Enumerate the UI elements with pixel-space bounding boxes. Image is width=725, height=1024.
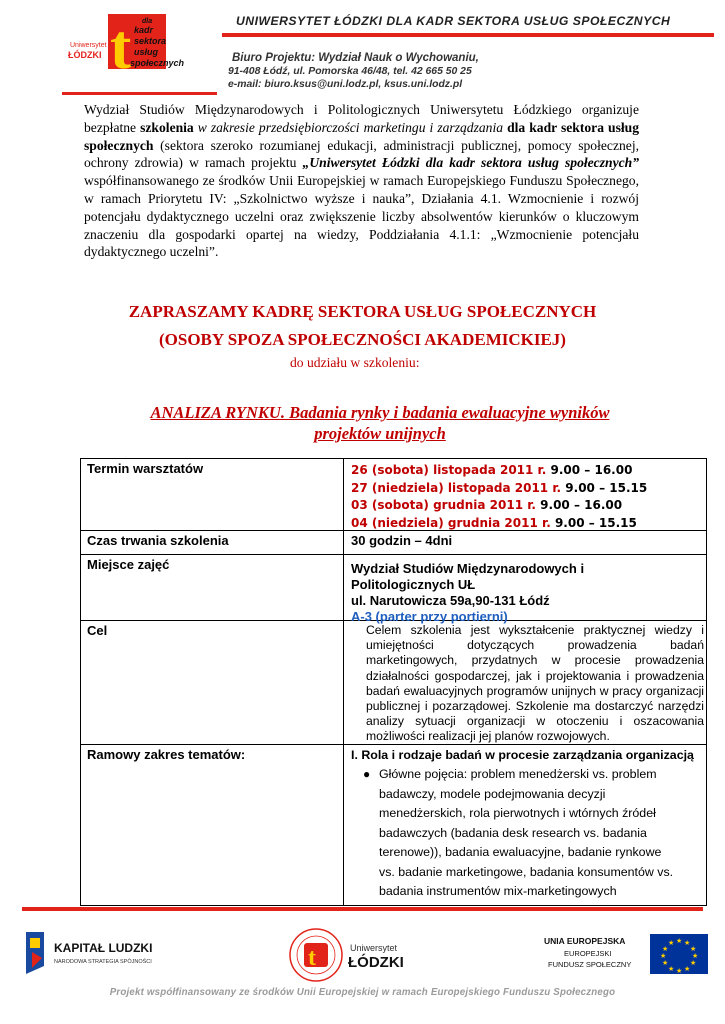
term-label: Termin warsztatów (81, 459, 344, 530)
project-email[interactable]: e-mail: biuro.ksus@uni.lodz.pl, ksus.uni.lodz.pl (228, 79, 463, 90)
term-date: 26 (sobota) listopada 2011 r. 9.00 – 16.00 (351, 463, 633, 477)
goal-label: Cel (81, 621, 344, 744)
logo-line-1: dla (142, 18, 153, 25)
table-row (81, 459, 706, 531)
eu-line-3: FUNDUSZ SPOŁECZNY (548, 960, 632, 969)
intro-italic: w zakresie przedsiębiorczości marketingu i zarządzania (193, 119, 504, 135)
intro-bold: szkolenia (140, 119, 194, 135)
project-address: 91-408 Łódź, ul. Pomorska 46/48, tel. 42 665 50 25 (228, 66, 472, 77)
svg-text:★: ★ (676, 967, 683, 975)
logo-line-4: usług (134, 47, 158, 57)
table-row (81, 531, 706, 555)
place-label: Miejsce zajęć (81, 555, 344, 620)
bullet-icon: ● (363, 767, 371, 781)
project-name: „Uniwersytet Łódzki dla kadr sektora usług społecznych” (302, 155, 639, 171)
course-title: ANALIZA RYNKU. Badania rynky i badania ewaluacyjne wyników projektów unijnych (150, 403, 610, 443)
header-title: UNIWERSYTET ŁÓDZKI DLA KADR SEKTORA USŁUG SPOŁECZNYCH (236, 14, 671, 28)
topics-value (344, 745, 706, 905)
svg-text:★: ★ (692, 952, 699, 960)
place-value (344, 555, 706, 624)
term-date: 27 (niedziela) listopada 2011 r. 9.00 – 15.15 (351, 480, 648, 495)
svg-text:★: ★ (676, 937, 683, 945)
table-row (81, 555, 706, 624)
invitation-heading: ZAPRASZAMY KADRĘ SEKTORA USŁUG SPOŁECZNYCH (128, 302, 597, 321)
svg-text:★: ★ (690, 959, 697, 967)
eu-logo (540, 932, 710, 978)
svg-text:t: t (110, 14, 132, 70)
footer-text: Projekt współfinansowany ze środków Unii Europejskiej w ramach Europejskiego Funduszu Społecznego (109, 987, 616, 998)
intro-text: (sektora szeroko rozumianej edukacji, administracji publicznej, pomocy społecznej, ochrony zdrowia) w ramach projektu (84, 137, 639, 171)
term-date: 03 (sobota) grudnia 2011 r. 9.00 – 16.00 (351, 498, 623, 513)
place-line: Wydział Studiów Międzynarodowych i (351, 561, 585, 576)
svg-text:★: ★ (668, 965, 675, 973)
duration-value: 30 godzin – 4dni (351, 533, 453, 548)
place-line: Politologicznych UŁ (351, 577, 476, 592)
training-details-table (80, 458, 707, 906)
svg-text:t: t (308, 945, 316, 971)
svg-text:★: ★ (684, 965, 691, 973)
invitation-text: do udziału w szkoleniu: (290, 355, 420, 370)
term-values (344, 459, 706, 530)
kl-name: KAPITAŁ LUDZKI (54, 941, 153, 955)
svg-text:★: ★ (684, 939, 691, 947)
university-logo (288, 925, 408, 985)
svg-text:★: ★ (662, 959, 669, 967)
goal-text: Celem szkolenia jest wykształcenie praktycznej wiedzy i umiejętności dotyczących prowadzenia badań marketingowych, przydatnych w procesie prowadzenia działalności gospodarczej, jak i projektowania i prowadzenia badań ewaluacyjnych programów unijnych w pracy organizacji publicznej i pozarządowej. Szkolenie ma dostarczyć narzędzi analizy sytuacji organizacji w otoczeniu i oszacowania możliwości realizacji jej planów rozwojowych. (366, 623, 704, 744)
kl-subtitle: NARODOWA STRATEGIA SPÓJNOŚCI (54, 959, 152, 965)
svg-text:★: ★ (668, 939, 675, 947)
header-divider (222, 33, 714, 37)
svg-text:★: ★ (660, 952, 667, 960)
project-logo (62, 14, 212, 70)
intro-text: współfinansowanego ze środków Unii Europejskiej w ramach Europejskiego Funduszu Społecznego, w ramach Priorytetu IV: „Szkolnictwo wyższe i nauka”, Działania 4.1. Wzmocnienie i rozwój potencjału dydaktycznego uczelni oraz zwiększenie liczby absolwentów kierunków o kluczowym znaczeniu dla gospodarki opartej na wiedzy, Poddziałania 4.1.1: „Wzmocnienie potencjału dydaktycznego uczelni”. (84, 173, 639, 260)
invitation-subheading: (OSOBY SPOZA SPOŁECZNOŚCI AKADEMICKIEJ) (159, 330, 566, 349)
header-divider-small (62, 92, 217, 95)
kapital-ludzki-logo (24, 928, 199, 978)
intro-paragraph (84, 101, 639, 261)
list-item (351, 765, 699, 902)
topic-text: Główne pojęcia: problem menedżerski vs. problem badawczy, modele podejmowania decyzji menedżerskich, rola pierwotnych i wtórnych źródeł badawczych (badania desk research vs. badania terenowe)), badania ewaluacyjne, badanie rynkowe vs. badanie marketingowe, badania konsumentów vs. badania instrumentów mix-marketingowych (379, 767, 674, 898)
logo-name: ŁÓDZKI (68, 50, 102, 60)
intro-text: Wydział Studiów Międzynarodowych i Politologicznych Uniwersytetu Łódzkiego organizuje bezpłatne (84, 102, 639, 135)
term-date: 04 (niedziela) grudnia 2011 r. 9.00 – 15.15 (351, 515, 637, 530)
svg-text:★: ★ (662, 945, 669, 953)
table-row (81, 621, 706, 745)
footer-divider (22, 907, 703, 911)
place-line: ul. Narutowicza 59a,90-131 Łódź (351, 593, 550, 608)
project-office: Biuro Projektu: Wydział Nauk o Wychowaniu, (232, 52, 479, 64)
intro-bold: dla kadr sektora usług społecznych (84, 119, 640, 153)
svg-text:★: ★ (690, 945, 697, 953)
table-row (81, 745, 706, 905)
topics-label: Ramowy zakres tematów: (81, 745, 344, 905)
uni-name: ŁÓDZKI (348, 954, 404, 971)
eu-line-2: EUROPEJSKI (564, 949, 612, 958)
eu-line-1: UNIA EUROPEJSKA (544, 936, 626, 946)
duration-label: Czas trwania szkolenia (81, 531, 344, 554)
logo-line-2: kadr (134, 25, 154, 35)
logo-line-5: społecznych (130, 58, 185, 68)
topics-heading: I. Rola i rodzaje badań w procesie zarządzania organizacją (351, 748, 694, 762)
place-room: A-3 (parter przy portierni) (351, 609, 508, 624)
logo-line-3: sektora (134, 36, 167, 46)
uni-small: Uniwersytet (350, 943, 398, 953)
logo-small-text: Uniwersytet (70, 42, 107, 49)
